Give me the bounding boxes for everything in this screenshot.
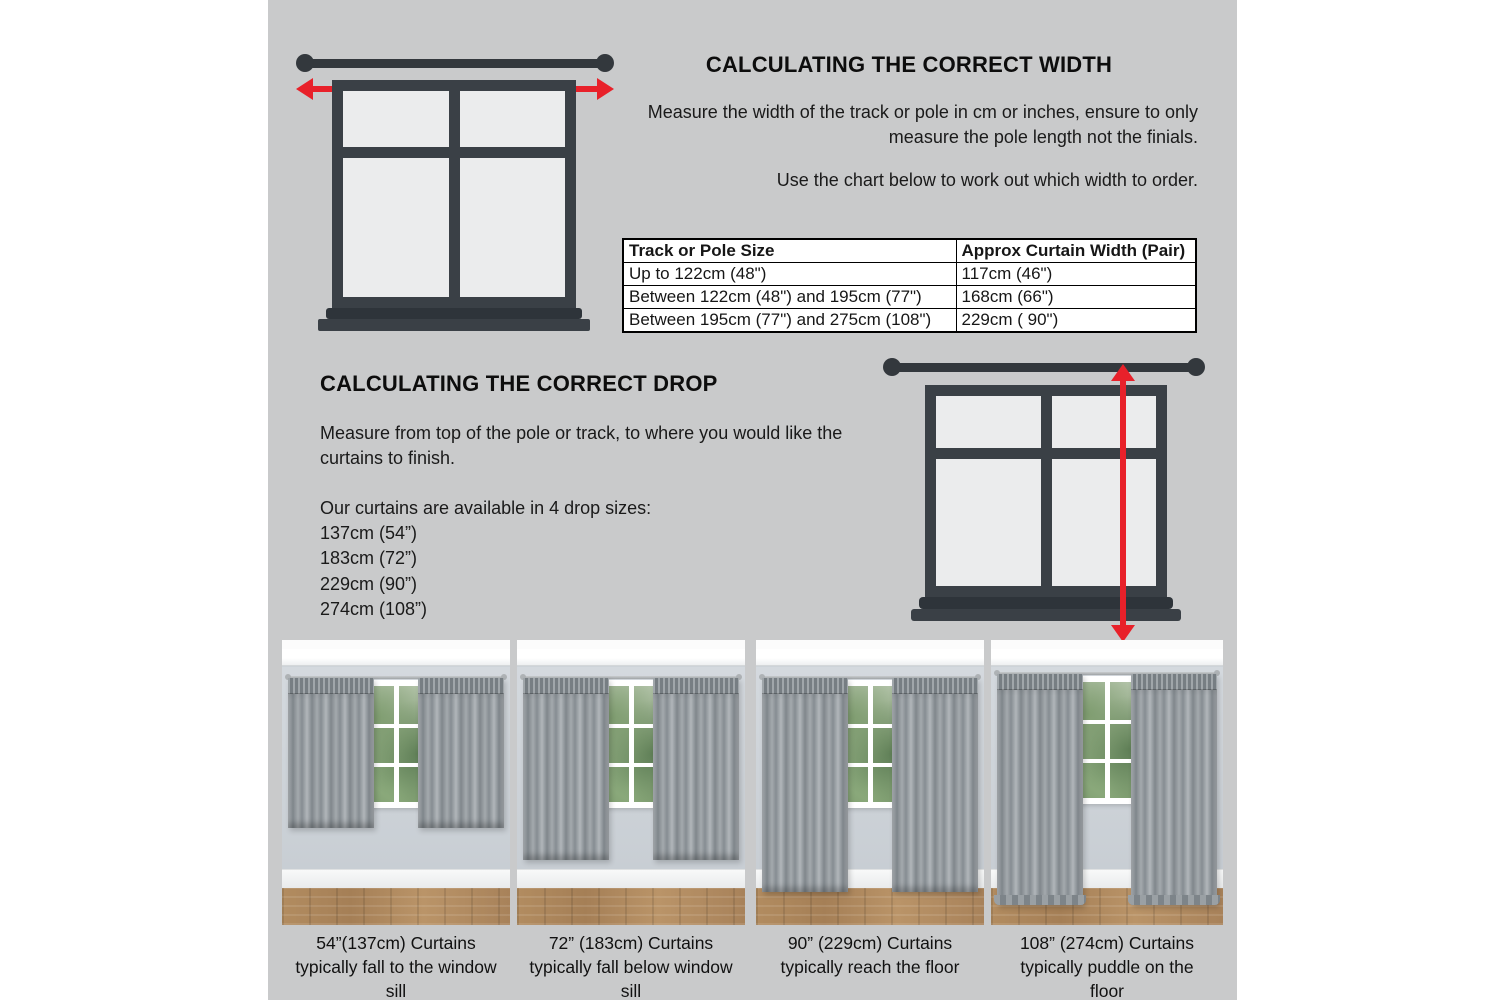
- drop-size-item: 274cm (108”): [320, 598, 428, 619]
- example-photo-54in: [282, 640, 510, 925]
- table-row: [623, 286, 1196, 309]
- width-measure-figure: [296, 50, 614, 340]
- cell-curtain-width: 229cm ( 90"): [956, 309, 1196, 333]
- photo-caption-90in: 90” (229cm) Curtains typically reach the floor: [780, 933, 960, 977]
- cell-pole-size: Between 195cm (77") and 275cm (108"): [623, 309, 956, 333]
- curtain-pole-graphic: [895, 363, 1193, 372]
- drop-section-title: CALCULATING THE CORRECT DROP: [320, 371, 718, 396]
- arrow-shaft: [1120, 378, 1126, 628]
- curtain-panel-left: [288, 678, 374, 828]
- curtain-panel-right: [653, 678, 739, 860]
- photo-ceiling: [282, 640, 510, 649]
- window-mullion: [394, 686, 399, 802]
- curtain-panel-right: [1131, 674, 1217, 905]
- cell-pole-size: Up to 122cm (48"): [623, 263, 956, 286]
- curtain-panel-right: [418, 678, 504, 828]
- drop-section-body: Measure from top of the pole or track, to where you would like the curtains to finish.: [320, 423, 843, 468]
- window-sill: [326, 308, 582, 319]
- window-mullion: [868, 686, 873, 802]
- photo-wood-floor: [756, 888, 984, 925]
- window-pane: [343, 158, 449, 297]
- curtain-panel-right: [892, 678, 978, 892]
- drop-sizes-list: [320, 521, 427, 622]
- cell-curtain-width: 168cm (66"): [956, 286, 1196, 309]
- window-pane: [460, 158, 566, 297]
- cell-curtain-width: 117cm (46"): [956, 263, 1196, 286]
- window-graphic: [332, 80, 576, 308]
- window-mullion: [1105, 682, 1110, 798]
- curtain-panel-left: [523, 678, 609, 860]
- photo-caption-108in: 108” (274cm) Curtains typically puddle on the floor: [1019, 933, 1195, 1000]
- col-header-curtain-width: Approx Curtain Width (Pair): [956, 239, 1196, 263]
- window-sill-base: [318, 319, 590, 331]
- col-header-track-pole: Track or Pole Size: [623, 239, 956, 263]
- size-chart-table: [622, 238, 1197, 333]
- window-mullion: [629, 686, 634, 802]
- photo-caption-72in: 72” (183cm) Curtains typically fall below window sill: [529, 933, 733, 1000]
- photo-caption-54in: 54”(137cm) Curtains typically fall to the window sill: [295, 933, 497, 1000]
- photo-wood-floor: [517, 888, 745, 925]
- table-header-row: [623, 239, 1196, 263]
- photo-ceiling: [517, 640, 745, 649]
- window-main-row: [343, 158, 565, 297]
- drop-measure-figure: [883, 354, 1205, 646]
- drop-size-item: 137cm (54”): [320, 523, 418, 543]
- pole-finial-right-icon: [596, 54, 614, 72]
- width-section-hint: Use the chart below to work out which width to order.: [776, 170, 1198, 190]
- photo-ceiling: [756, 640, 984, 649]
- pole-finial-left-icon: [883, 358, 901, 376]
- window-pane: [460, 91, 566, 147]
- window-sill-base: [911, 609, 1181, 621]
- window-transom-row: [343, 91, 565, 147]
- example-photo-72in: [517, 640, 745, 925]
- window-pane: [1052, 396, 1157, 448]
- curtain-panel-left: [762, 678, 848, 892]
- photo-ceiling: [991, 640, 1223, 649]
- photo-cornice: [282, 649, 510, 666]
- cell-pole-size: Between 122cm (48") and 195cm (77"): [623, 286, 956, 309]
- photo-cornice: [517, 649, 745, 666]
- window-pane: [936, 396, 1041, 448]
- arrow-head-right-icon: [597, 78, 614, 100]
- pole-finial-left-icon: [296, 54, 314, 72]
- example-photo-90in: [756, 640, 984, 925]
- content-panel: [268, 0, 1237, 1000]
- photo-baseboard: [282, 869, 510, 888]
- width-section-title: CALCULATING THE CORRECT WIDTH: [705, 52, 1113, 77]
- photo-baseboard: [517, 869, 745, 888]
- width-section-body: Measure the width of the track or pole in cm or inches, ensure to only measure the pole length not the finials.: [647, 102, 1198, 147]
- table-row: [623, 263, 1196, 286]
- pole-finial-right-icon: [1187, 358, 1205, 376]
- window-pane: [343, 91, 449, 147]
- window-pane: [936, 459, 1041, 586]
- photo-cornice: [991, 649, 1223, 666]
- drop-arrow-icon: [1111, 364, 1135, 642]
- photo-wood-floor: [282, 888, 510, 925]
- drop-size-item: 229cm (90”): [320, 573, 418, 594]
- table-row: [623, 309, 1196, 333]
- curtain-panel-left: [997, 674, 1083, 905]
- window-pane: [1052, 459, 1157, 586]
- photo-cornice: [756, 649, 984, 666]
- curtain-pole-graphic: [308, 59, 602, 68]
- drop-size-item: 183cm (72”): [320, 548, 418, 569]
- drop-sizes-intro: Our curtains are available in 4 drop sizes:: [320, 498, 652, 518]
- example-photo-108in: [991, 640, 1223, 925]
